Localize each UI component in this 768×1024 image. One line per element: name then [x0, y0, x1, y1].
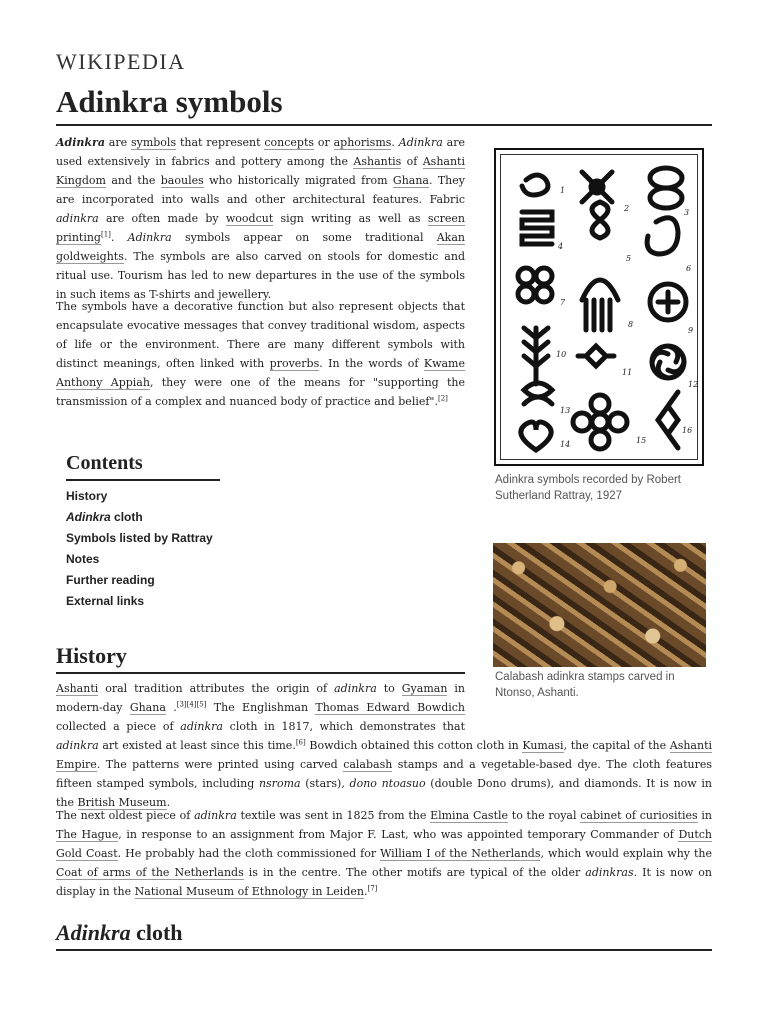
- symbol-7-b: [536, 268, 552, 284]
- text: The symbols have a decorative function but also represent objects that encapsulate evocative messages that convey traditional wisdom, aspects of life or the environment. There are many different symbols with distinct meanings, often linked with: [56, 300, 465, 370]
- history-heading: History: [56, 643, 465, 674]
- symbol-4: [522, 212, 552, 244]
- toc-label: Symbols listed by Rattray: [66, 531, 213, 545]
- link-symbols[interactable]: symbols: [130, 136, 177, 149]
- text: .: [166, 796, 171, 809]
- text: , they were one of the means for "supporting the transmission of a complex and nuanced body of practice and belief".: [56, 376, 466, 408]
- rattray-symbols-image[interactable]: [494, 148, 704, 466]
- symbol-8: [582, 280, 618, 330]
- symbol-16: [658, 392, 678, 448]
- toc-title: Contents: [66, 452, 220, 481]
- text: .: [110, 231, 128, 244]
- toc-item-further-reading[interactable]: [66, 573, 220, 594]
- intro-paragraph-2: [56, 297, 465, 411]
- toc-label-italic: Adinkra: [66, 510, 111, 524]
- term-adinkras: adinkras: [585, 866, 634, 879]
- symbol-number: 1: [560, 186, 566, 195]
- ref-6[interactable]: [6]: [295, 738, 306, 747]
- link-ashanti-empire[interactable]: Ashanti Empire: [56, 739, 713, 771]
- link-akan-goldweights[interactable]: Akan goldweights: [56, 231, 465, 263]
- symbol-9-inner: [658, 292, 678, 312]
- symbol-15-p1: [591, 395, 609, 413]
- text: to the royal: [508, 809, 581, 822]
- term-adinkra: Adinkra: [56, 136, 105, 149]
- rattray-caption: Adinkra symbols recorded by Robert Sutherland Rattray, 1927: [495, 474, 681, 502]
- symbol-13: [524, 383, 552, 404]
- text: in modern-day: [56, 682, 465, 714]
- page-title: Adinkra symbols: [56, 84, 712, 126]
- heading-italic: Adinkra: [56, 920, 131, 945]
- figure-float-spacer: [465, 679, 712, 736]
- text: .: [391, 136, 399, 149]
- toc-label: History: [66, 489, 108, 503]
- text: oral tradition attributes the origin of: [98, 682, 335, 695]
- adinkra-cloth-heading: [56, 920, 712, 951]
- stamps-caption: Calabash adinkra stamps carved in Ntonso, Ashanti.: [495, 671, 675, 699]
- symbol-number: 15: [636, 436, 647, 445]
- link-kumasi[interactable]: Kumasi: [522, 739, 564, 752]
- text: that represent: [176, 136, 265, 149]
- text: who historically migrated from: [203, 174, 393, 187]
- symbol-number: 9: [688, 326, 694, 335]
- symbol-15-p2: [609, 413, 627, 431]
- symbol-number: 8: [628, 320, 634, 329]
- symbol-12: [652, 346, 684, 378]
- symbol-6: [647, 218, 678, 254]
- text: to: [376, 682, 402, 695]
- text: stamps and a vegetable-based dye. The cloth features fifteen stamped symbols, including: [56, 758, 712, 790]
- symbol-7-c: [518, 286, 534, 302]
- link-kwame-anthony-appiah[interactable]: Kwame Anthony Appiah: [56, 357, 465, 389]
- link-the-hague[interactable]: The Hague: [56, 828, 119, 841]
- toc-label: Notes: [66, 552, 100, 566]
- toc-item-history[interactable]: [66, 489, 220, 510]
- symbol-15: [592, 414, 608, 430]
- link-william-i[interactable]: William I of the Netherlands: [380, 847, 541, 860]
- term-adinkra: adinkra: [194, 809, 237, 822]
- text: The Englishman: [206, 701, 316, 714]
- term-adinkra: Adinkra: [127, 231, 172, 244]
- symbol-number: 10: [556, 350, 567, 359]
- link-national-museum-ethnology[interactable]: National Museum of Ethnology in Leiden: [134, 885, 364, 898]
- symbol-1: [522, 175, 548, 195]
- term-nsroma: nsroma: [258, 777, 301, 790]
- text: symbols appear on some traditional: [171, 231, 437, 244]
- symbol-11: [578, 346, 614, 366]
- symbol-7: [518, 268, 534, 284]
- text: The next oldest piece of: [56, 809, 195, 822]
- ref-2[interactable]: [2]: [438, 394, 448, 403]
- symbol-number: 4: [558, 242, 564, 251]
- text: are often made by: [98, 212, 226, 225]
- text: .: [363, 885, 368, 898]
- ref-3-4-5[interactable]: [3][4][5]: [176, 700, 207, 709]
- term-dono-ntoasuo: dono ntoasuo: [349, 777, 426, 790]
- text: is in the centre. The other motifs are typical of the older: [243, 866, 586, 879]
- link-thomas-edward-bowdich[interactable]: Thomas Edward Bowdich: [315, 701, 465, 714]
- symbol-number: 13: [560, 406, 571, 415]
- text: , the capital of the: [563, 739, 670, 752]
- ref-7[interactable]: [7]: [367, 884, 378, 893]
- text: cloth in 1817, which demonstrates that: [222, 720, 465, 733]
- symbol-15-p4: [573, 413, 591, 431]
- text: (double Dono drums), and diamonds. It is now in the: [56, 777, 712, 809]
- text: , which would explain why the: [540, 847, 712, 860]
- text: .: [165, 701, 177, 714]
- table-of-contents: [66, 452, 220, 615]
- history-paragraph-1: [56, 679, 712, 812]
- symbol-number: 6: [686, 264, 692, 273]
- text: . He probably had the cloth commissioned for: [117, 847, 381, 860]
- symbol-7-d: [536, 286, 552, 302]
- history-paragraph-2: [56, 806, 712, 901]
- symbol-14: [521, 422, 551, 450]
- symbol-3: [650, 168, 682, 188]
- text: . It is now on display in the: [56, 866, 712, 898]
- toc-item-symbols-listed[interactable]: [66, 531, 220, 552]
- text: . The symbols are also carved on stools for domestic and ritual use. Tourism has led to new departures in the use of the symbols in such items as T-shirts and jewellery.: [56, 250, 465, 301]
- heading-rest: cloth: [130, 920, 183, 945]
- toc-label: cloth: [110, 510, 143, 524]
- text: (stars),: [300, 777, 350, 790]
- link-dutch-gold-coast[interactable]: Dutch Gold Coast: [56, 828, 713, 860]
- symbol-number: 12: [688, 380, 699, 389]
- symbol-3-lower: [650, 188, 682, 208]
- link-elmina-castle[interactable]: Elmina Castle: [430, 809, 509, 822]
- link-aphorisms[interactable]: aphorisms: [333, 136, 392, 149]
- toc-item-adinkra-cloth[interactable]: [66, 510, 220, 531]
- text: . They are incorporated into walls and other architectural features. Fabric: [56, 174, 465, 206]
- link-woodcut[interactable]: woodcut: [225, 212, 274, 225]
- wikipedia-wordmark: WIKIPEDIA: [56, 49, 186, 74]
- symbol-number: 2: [624, 204, 630, 213]
- text: in: [697, 809, 712, 822]
- text: Bowdich obtained this cotton cloth in: [305, 739, 523, 752]
- text: collected a piece of: [56, 720, 181, 733]
- link-ashanti[interactable]: Ashanti: [56, 682, 99, 695]
- link-concepts[interactable]: concepts: [264, 136, 315, 149]
- symbol-number: 14: [560, 440, 571, 449]
- text: . In the words of: [319, 357, 424, 370]
- symbol-number: 16: [682, 426, 693, 435]
- link-ashantis[interactable]: Ashantis: [353, 155, 402, 168]
- link-screen-printing[interactable]: screen printing: [56, 212, 465, 244]
- link-baoules[interactable]: baoules: [160, 174, 204, 187]
- term-adinkra: Adinkra: [398, 136, 443, 149]
- intro-paragraph-1: [56, 133, 465, 304]
- text: or: [314, 136, 334, 149]
- symbol-15-p3: [591, 431, 609, 449]
- symbol-10: [524, 328, 548, 384]
- text: and the: [105, 174, 161, 187]
- term-adinkra: adinkra: [56, 212, 99, 225]
- text: of: [401, 155, 423, 168]
- symbol-number: 5: [626, 254, 632, 263]
- toc-item-external-links[interactable]: [66, 594, 220, 615]
- adinkra-symbols-drawing: [496, 150, 702, 464]
- link-calabash[interactable]: calabash: [343, 758, 393, 771]
- link-ghana[interactable]: Ghana: [392, 174, 429, 187]
- toc-label: External links: [66, 594, 145, 608]
- text: are: [104, 136, 131, 149]
- link-coat-of-arms[interactable]: Coat of arms of the Netherlands: [56, 866, 244, 879]
- link-gyaman[interactable]: Gyaman: [401, 682, 448, 695]
- link-ashanti-kingdom[interactable]: Ashanti Kingdom: [56, 155, 465, 187]
- toc-label: Further reading: [66, 573, 155, 587]
- text: , in response to an assignment from Major F. Last, who was appointed temporary Commander of: [118, 828, 679, 841]
- text: are used extensively in fabrics and pottery among the: [56, 136, 465, 168]
- link-proverbs[interactable]: proverbs: [269, 357, 320, 370]
- link-british-museum[interactable]: British Museum: [77, 796, 167, 809]
- term-adinkra: adinkra: [56, 739, 99, 752]
- symbol-5: [592, 202, 608, 238]
- text: . The patterns were printed using carved: [96, 758, 344, 771]
- link-cabinet-of-curiosities[interactable]: cabinet of curiosities: [580, 809, 698, 822]
- calabash-stamps-photo[interactable]: [493, 543, 706, 667]
- text: sign writing as well as: [273, 212, 428, 225]
- term-adinkra: adinkra: [334, 682, 377, 695]
- ref-1[interactable]: [1]: [100, 230, 111, 239]
- toc-item-notes[interactable]: [66, 552, 220, 573]
- symbol-number: 7: [560, 298, 566, 307]
- text: art existed at least since this time.: [98, 739, 296, 752]
- symbol-number: 11: [622, 368, 633, 377]
- symbol-number: 3: [684, 208, 690, 217]
- text: textile was sent in 1825 from the: [236, 809, 431, 822]
- symbol-2-center: [591, 181, 603, 193]
- link-ghana[interactable]: Ghana: [129, 701, 166, 714]
- term-adinkra: adinkra: [180, 720, 223, 733]
